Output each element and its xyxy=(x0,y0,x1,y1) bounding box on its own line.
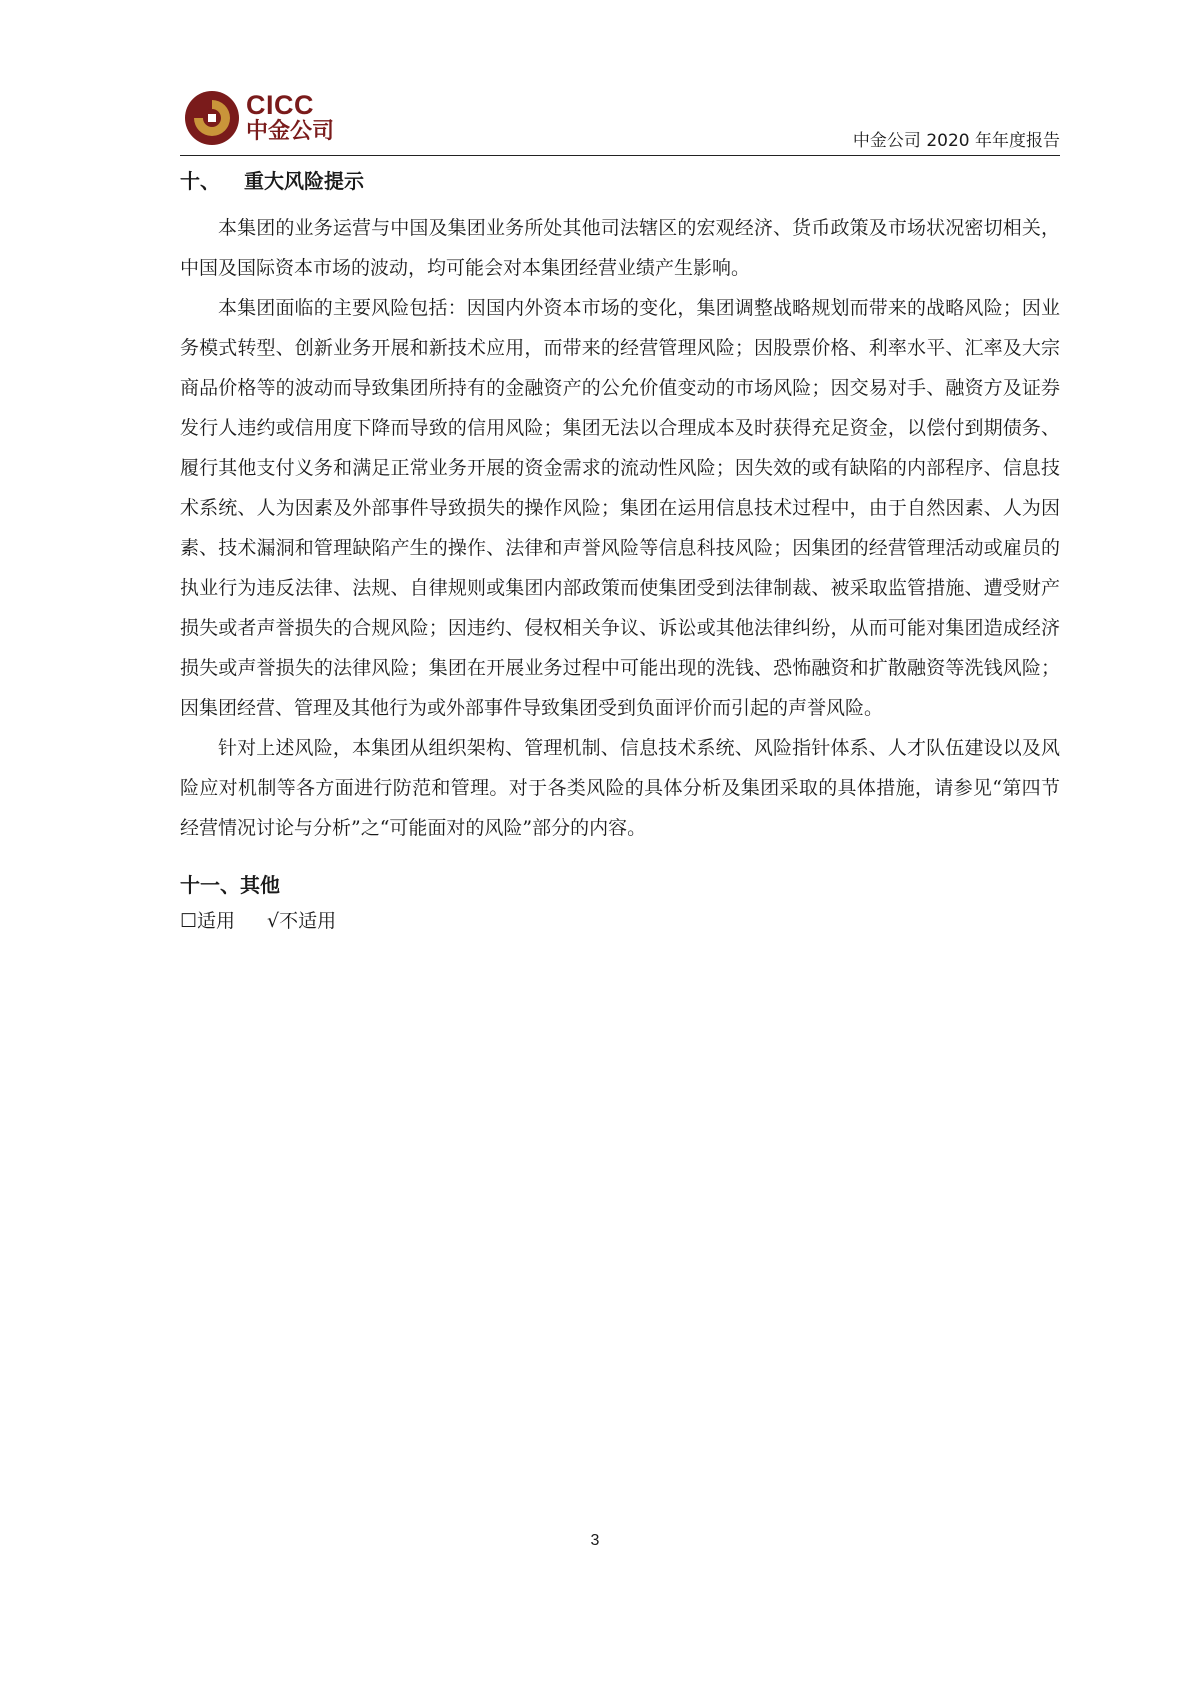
page-number: 3 xyxy=(590,1532,600,1549)
page-header xyxy=(180,88,1060,158)
cicc-logo-mark-icon xyxy=(184,90,240,146)
page-content xyxy=(180,166,1060,936)
report-title: 中金公司 2020 年年度报告 xyxy=(852,131,1060,151)
logo-text-cn: 中金公司 xyxy=(246,119,335,144)
section-10-title: 重大风险提示 xyxy=(244,169,364,193)
paragraph: 本集团的业务运营与中国及集团业务所处其他司法辖区的宏观经济、货币政策及市场状况密切相关，中国及国际资本市场的波动，均可能会对本集团经营业绩产生影响。 xyxy=(180,217,1060,279)
option-applicable: ☐适用 xyxy=(180,910,236,932)
logo-text-en: CICC xyxy=(246,90,314,120)
option-not-applicable: √不适用 xyxy=(267,910,337,932)
section-11-heading: 十一、其他 xyxy=(180,873,280,897)
applicability-options xyxy=(180,906,1060,936)
section-10-heading xyxy=(180,166,1060,196)
paragraph: 针对上述风险，本集团从组织架构、管理机制、信息技术系统、风险指针体系、人才队伍建设以及风险应对机制等各方面进行防范和管理。对于各类风险的具体分析及集团采取的具体措施，请参见“第四节 经营情况讨论与分析”之“可能面对的风险”部分的内容。 xyxy=(180,737,1060,839)
section-10-number: 十、 xyxy=(180,169,220,193)
cicc-logo xyxy=(180,88,340,150)
paragraph: 本集团面临的主要风险包括：因国内外资本市场的变化，集团调整战略规划而带来的战略风险；因业务模式转型、创新业务开展和新技术应用，而带来的经营管理风险；因股票价格、利率水平、汇率及大宗商品价格等的波动而导致集团所持有的金融资产的公允价值变动的市场风险；因交易对手、融资方及证券发行人违约或信用度下降而导致的信用风险；集团无法以合理成本及时获得充足资金，以偿付到期债务、履行其他支付义务和满足正常业务开展的资金需求的流动性风险；因失效的或有缺陷的内部程序、信息技术系统、人为因素及外部事件导致损失的操作风险；集团在运用信息技术过程中，由于自然因素、人为因素、技术漏洞和管理缺陷产生的操作、法律和声誉风险等信息科技风险；因集团的经营管理活动或雇员的执业行为违反法律、法规、自律规则或集团内部政策而使集团受到法律制裁、被采取监管措施、遭受财产损失或者声誉损失的合规风险；因违约、侵权相关争议、诉讼或其他法律纠纷，从而可能对集团造成经济损失或声誉损失的法律风险；集团在开展业务过程中可能出现的洗钱、恐怖融资和扩散融资等洗钱风险；因集团经营、管理及其他行为或外部事件导致集团受到负面评价而引起的声誉风险。 xyxy=(180,297,1060,719)
header-divider xyxy=(180,155,1060,156)
